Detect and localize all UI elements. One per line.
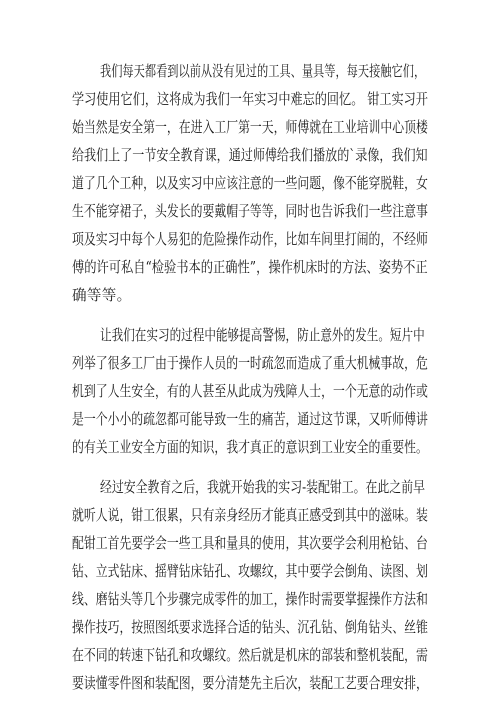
paragraph-line: 操作技巧，按照图纸要求选择合适的钻头、沉孔钻、倒角钻头、丝锥 (72, 619, 428, 636)
paragraph-line: 线、磨钻头等几个步骤完成零件的加工，操作时需要掌握操作方法和 (72, 591, 428, 608)
paragraph-line: 确等等。 (72, 287, 132, 304)
paragraph-line: 钻、立式钻床、摇臂钻床钻孔、攻螺纹，其中要学会倒角、读图、划 (72, 563, 428, 580)
paragraph-line: 傅的许可私自“检验书本的正确性”，操作机床时的方法、姿势不正 (72, 259, 428, 276)
paragraph-line: 经过安全教育之后，我就开始我的实习-装配钳工。在此之前早 (100, 479, 425, 496)
paragraph-line: 始当然是安全第一，在进入工厂第一天，师傅就在工业培训中心顶楼 (72, 119, 428, 136)
paragraph-line: 机到了人生安全，有的人甚至从此成为残障人士，一个无意的动作或 (72, 383, 428, 400)
paragraph-line: 生不能穿裙子，头发长的要戴帽子等等，同时也告诉我们一些注意事 (72, 203, 428, 220)
paragraph-line: 给我们上了一节安全教育课，通过师傅给我们播放的`录像，我们知 (72, 147, 428, 164)
paragraph-line: 要读懂零件图和装配图，要分清楚先主后次，装配工艺要合理安排， (72, 675, 428, 692)
paragraph-line: 学习使用它们，这将成为我们一年实习中难忘的回忆。 钳工实习开 (72, 91, 428, 108)
paragraph-line: 在不同的转速下钻孔和攻螺纹。然后就是机床的部装和整机装配，需 (72, 647, 428, 664)
paragraph-line: 让我们在实习的过程中能够提高警惕，防止意外的发生。短片中 (100, 327, 425, 344)
paragraph-line: 就听人说，钳工很累，只有亲身经历才能真正感受到其中的滋味。装 (72, 507, 428, 524)
paragraph-line: 是一个小小的疏忽都可能导致一生的痛苦，通过这节课，又听师傅讲 (72, 411, 428, 428)
paragraph-line: 列举了很多工厂由于操作人员的一时疏忽而造成了重大机械事故，危 (72, 355, 428, 372)
paragraph-line: 道了几个工种，以及实习中应该注意的一些问题，像不能穿脱鞋，女 (72, 175, 428, 192)
paragraph-line: 配钳工首先要学会一些工具和量具的使用，其次要学会利用枪钻、台 (72, 535, 428, 552)
paragraph-line: 的有关工业安全方面的知识，我才真正的意识到工业安全的重要性。 (72, 439, 428, 456)
paragraph-line: 我们每天都看到以前从没有见过的工具、量具等，每天接触它们， (100, 63, 426, 80)
paragraph-line: 项及实习中每个人易犯的危险操作动作，比如车间里打闹的，不经师 (72, 231, 428, 248)
